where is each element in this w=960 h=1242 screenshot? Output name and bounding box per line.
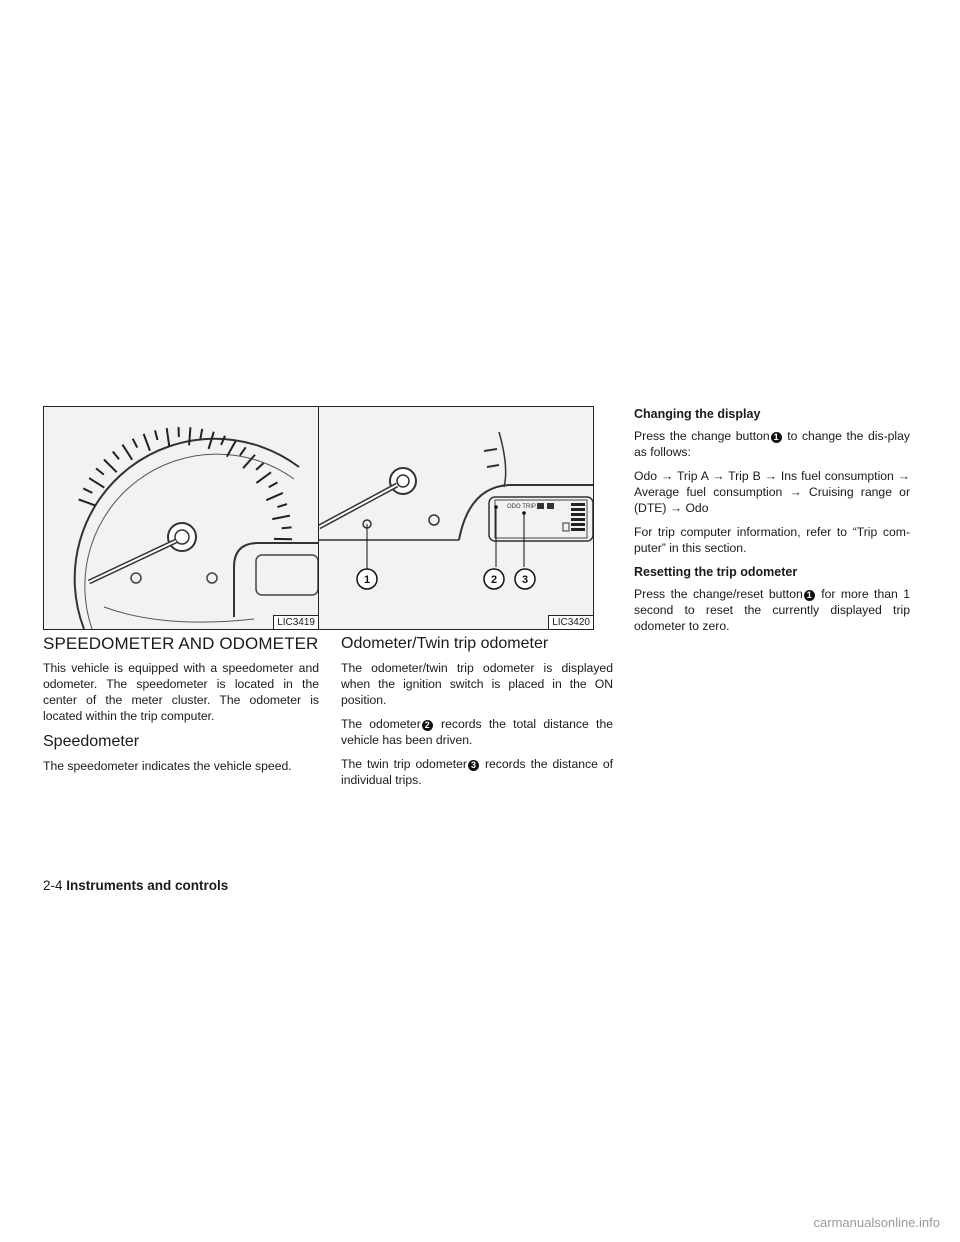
figure-code-label: LIC3419 (273, 615, 318, 629)
changing-paragraph-3: For trip computer information, refer to “Trip com-puter” in this section. (634, 525, 910, 555)
column-right (634, 406, 910, 642)
callout-2: 2 (490, 574, 498, 586)
speedometer-tick (277, 504, 287, 507)
page-footer (43, 878, 228, 893)
callout-ref-1: 1 (771, 432, 782, 443)
speedometer-tick (155, 430, 157, 440)
odometer-paragraph-3 (341, 756, 613, 788)
speedometer-tick (89, 478, 104, 488)
odometer-paragraph-1: The odometer/twin trip odometer is displayed when the ignition switch is placed in the ON position. (341, 661, 613, 707)
speedometer-tick (200, 429, 202, 439)
speedometer-tick (272, 516, 290, 519)
footer-section-title: Instruments and controls (66, 878, 229, 893)
odometer-display-text: ODO TRIP (507, 504, 536, 510)
display-sequence: Odo → Trip A → Trip B → Ins fuel consumption → Average fuel consumption → Cruising range or (DTE) → Odo (634, 469, 910, 515)
page-number: 2-4 (43, 878, 63, 893)
speedometer-tick (189, 427, 190, 445)
text-span: The twin trip odometer (341, 757, 467, 771)
text-span: The odometer (341, 717, 421, 731)
callout-1: 1 (363, 574, 371, 586)
callout-ref-1: 1 (804, 590, 815, 601)
odometer-drawing (319, 407, 593, 629)
odometer-paragraph-2 (341, 716, 613, 748)
speedometer-tick (167, 428, 170, 446)
text-span: Press the change/reset button (634, 587, 803, 601)
text-span: Press the change button (634, 429, 770, 443)
changing-display-heading: Changing the display (634, 407, 761, 421)
odometer-heading: Odometer/Twin trip odometer (341, 635, 549, 652)
column-middle (341, 636, 613, 796)
text-span: for more than 1 second to reset the currently displayed trip odometer to zero. (634, 587, 910, 633)
changing-paragraph-1 (634, 428, 910, 460)
speedometer-tick (79, 499, 96, 505)
speedometer-tick (269, 482, 278, 487)
figure-code-label: LIC3420 (548, 615, 593, 629)
speedometer-illustration (43, 406, 319, 630)
speedometer-tick (256, 463, 263, 470)
speedometer-tick (266, 493, 282, 500)
speedometer-tick (83, 488, 92, 492)
section-title: SPEEDOMETER AND ODOMETER (43, 634, 319, 653)
speedometer-tick (104, 459, 117, 472)
speedometer-drawing (44, 407, 318, 629)
speedometer-tick (209, 432, 214, 449)
speedometer-heading: Speedometer (43, 733, 140, 750)
speedometer-tick (113, 452, 119, 460)
speedometer-tick (221, 436, 225, 445)
speedometer-tick (256, 472, 271, 483)
odometer-illustration (318, 406, 594, 630)
callout-ref-3: 3 (468, 760, 479, 771)
callout-3: 3 (521, 574, 529, 586)
text-span: records the total distance the vehicle has been driven. (341, 717, 613, 747)
section-intro: This vehicle is equipped with a speedometer and odometer. The speedometer is located in the center of the meter cluster. The odometer is located within the trip computer. (43, 661, 319, 723)
speedometer-tick (96, 468, 104, 474)
speedometer-tick (240, 447, 246, 455)
speedometer-tick (133, 439, 137, 448)
speedometer-text: The speedometer indicates the vehicle speed. (43, 759, 292, 773)
callout-ref-2: 2 (422, 720, 433, 731)
speedometer-tick (144, 434, 150, 451)
speedometer-tick (282, 527, 292, 528)
text-span: records the distance of individual trips. (341, 757, 613, 787)
column-left (43, 636, 319, 782)
watermark: carmanualsonline.info (813, 1215, 940, 1230)
speedometer-tick (122, 445, 132, 460)
text-span: to change the dis-play as follows: (634, 429, 910, 459)
resetting-paragraph (634, 586, 910, 634)
resetting-heading: Resetting the trip odometer (634, 565, 798, 579)
